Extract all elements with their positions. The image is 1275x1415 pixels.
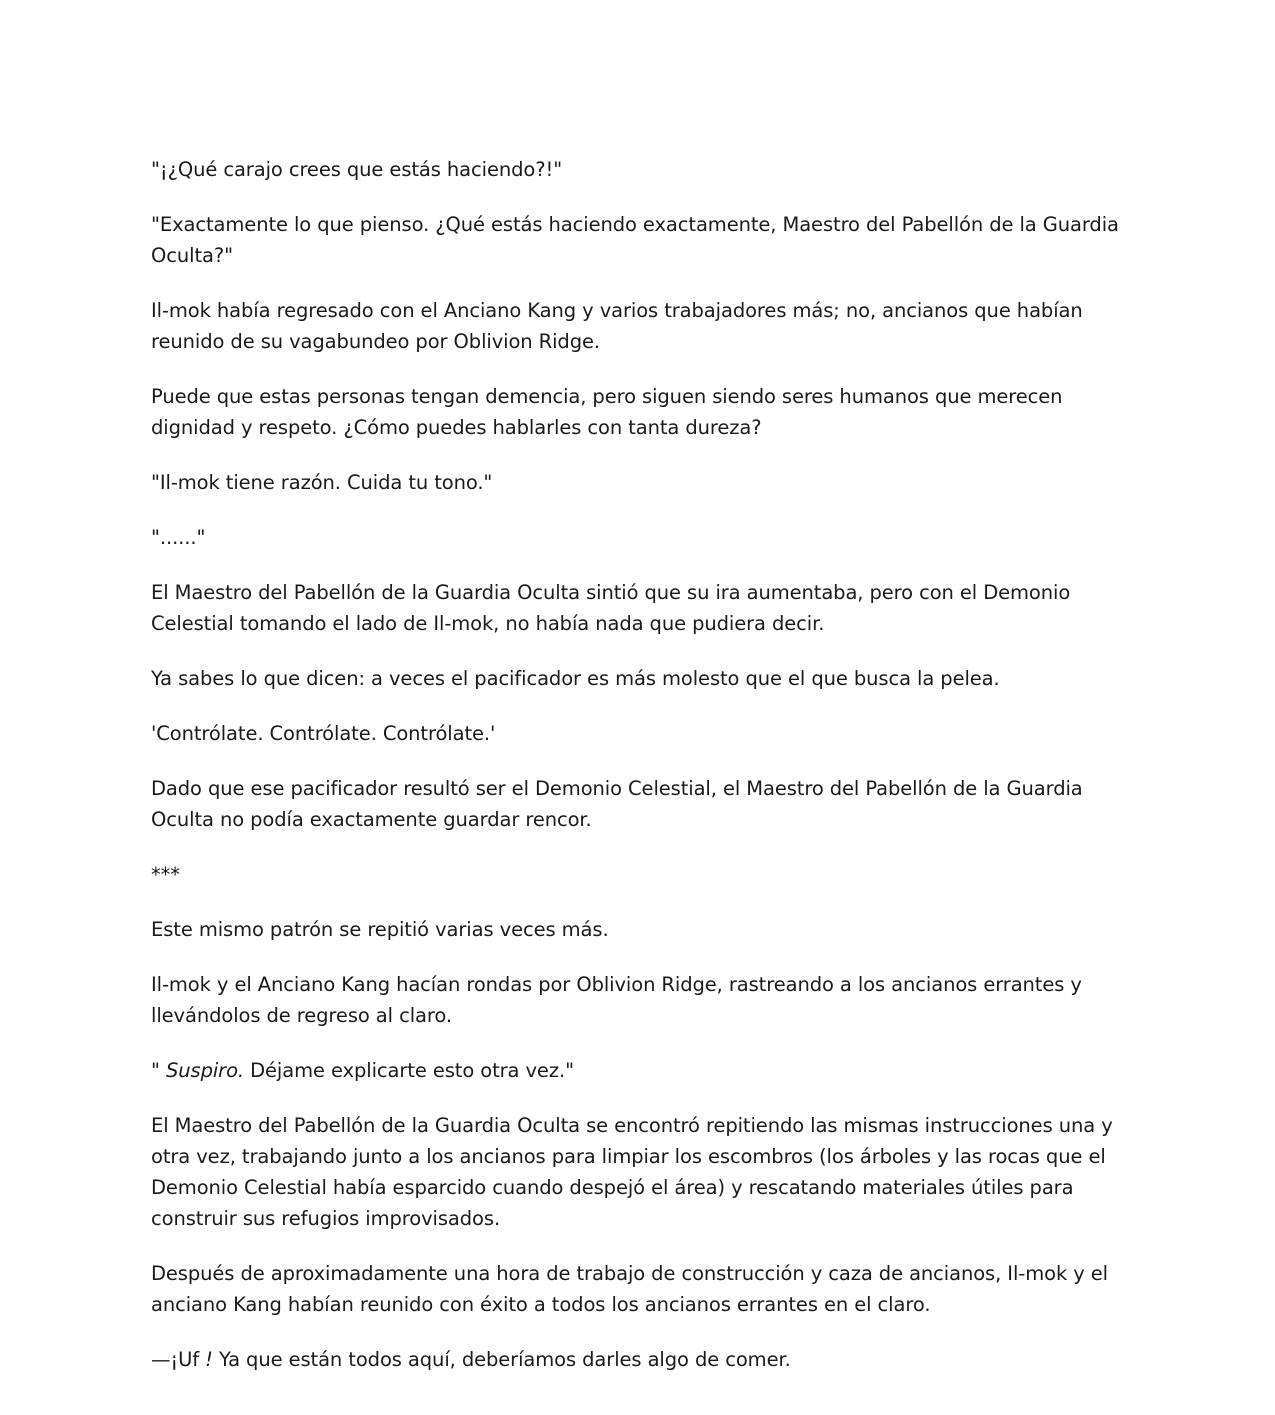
paragraph-10: Dado que ese pacificador resultó ser el Demonio Celestial, el Maestro del Pabellón de la Guardia Oculta no podía exactamente guardar rencor.	[151, 777, 1089, 831]
paragraph-2: "Exactamente lo que pienso. ¿Qué estás haciendo exactamente, Maestro del Pabellón de la Guardia Oculta?"	[151, 213, 1125, 267]
paragraph-sigh	[151, 1055, 1131, 1086]
sigh-open: "	[151, 1059, 166, 1082]
paragraph-16: Después de aproximadamente una hora de trabajo de construcción y caza de ancianos, Il-mok y el anciano Kang habían reunido con éxito a todos los ancianos errantes en el claro.	[151, 1262, 1115, 1316]
paragraph-last	[151, 1344, 1131, 1375]
sigh-italic: Suspiro.	[165, 1059, 245, 1082]
paragraph-13: Il-mok y el Anciano Kang hacían rondas por Oblivion Ridge, rastreando a los ancianos errantes y llevándolos de regreso al claro.	[151, 973, 1088, 1027]
paragraph-12: Este mismo patrón se repitió varias veces más.	[151, 918, 609, 941]
paragraph-15: El Maestro del Pabellón de la Guardia Oculta se encontró repitiendo las mismas instrucciones una y otra vez, trabajando junto a los ancianos para limpiar los escombros (los árboles y las rocas que el Demonio Celestial había esparcido cuando despejó el área) y rescatando materiales útiles para construir sus refugios improvisados.	[151, 1114, 1119, 1230]
paragraph-3: Il-mok había regresado con el Anciano Kang y varios trabajadores más; no, ancianos que habían reunido de su vagabundeo por Oblivion Ridge.	[151, 299, 1089, 353]
last-open: —¡Uf	[151, 1348, 206, 1371]
sigh-rest: Déjame explicarte esto otra vez."	[244, 1059, 574, 1082]
scene-break: ***	[151, 863, 180, 886]
last-rest: Ya que están todos aquí, deberíamos darles algo de comer.	[212, 1348, 791, 1371]
last-italic: !	[205, 1348, 213, 1371]
paragraph-9: 'Contrólate. Contrólate. Contrólate.'	[151, 722, 496, 745]
document-page	[151, 154, 1131, 1399]
paragraph-4: Puede que estas personas tengan demencia, pero siguen siendo seres humanos que merecen dignidad y respeto. ¿Cómo puedes hablarles con tanta dureza?	[151, 385, 1069, 439]
paragraph-5: "Il-mok tiene razón. Cuida tu tono."	[151, 471, 493, 494]
paragraph-8: Ya sabes lo que dicen: a veces el pacificador es más molesto que el que busca la pelea.	[151, 667, 1000, 690]
paragraph-7: El Maestro del Pabellón de la Guardia Oculta sintió que su ira aumentaba, pero con el Demonio Celestial tomando el lado de Il-mok, no había nada que pudiera decir.	[151, 581, 1077, 635]
paragraph-6: "......"	[151, 526, 206, 549]
paragraph-1: "¡¿Qué carajo crees que estás haciendo?!"	[151, 158, 563, 181]
